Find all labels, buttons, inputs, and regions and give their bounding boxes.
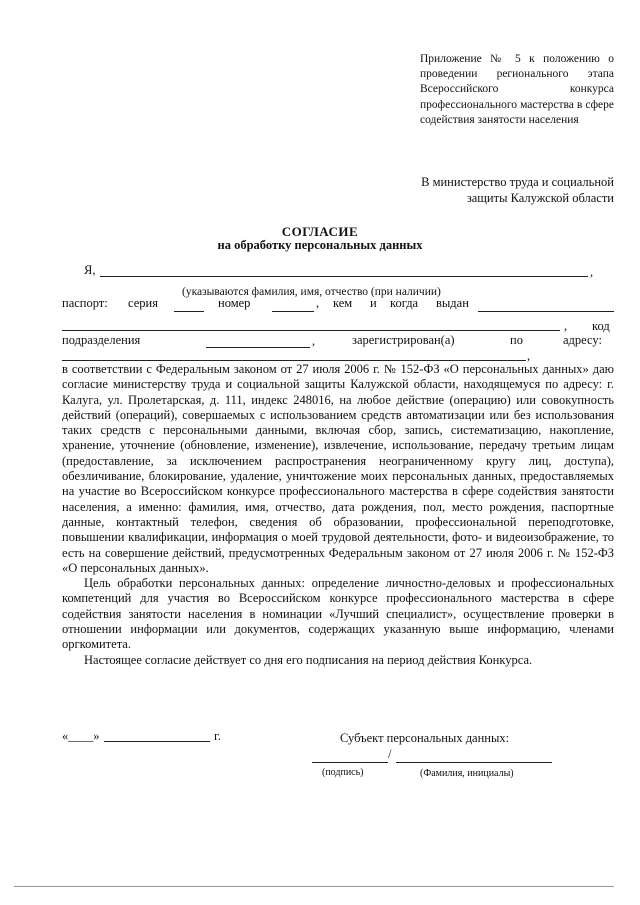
consent-body (62, 362, 614, 668)
fio-hint: (указываются фамилия, имя, отчество (при наличии) (182, 286, 441, 298)
and-label: и (370, 296, 377, 310)
address-label: адресу: (563, 333, 602, 347)
code-label: код (592, 319, 610, 333)
issued-label: выдан (436, 296, 469, 310)
number-label: номер (218, 296, 251, 310)
registered-label: зарегистрирован(а) (352, 333, 455, 347)
fio-field[interactable] (100, 276, 588, 277)
address-field[interactable] (62, 360, 526, 361)
date-field[interactable] (104, 741, 210, 742)
issued-by-field-2[interactable] (62, 330, 560, 331)
division-comma: , (312, 334, 316, 348)
when-label: когда (390, 296, 419, 310)
address-comma: , (527, 349, 531, 363)
validity-paragraph: Настоящее согласие действует со дня его подписания на период действия Конкурса. (84, 652, 533, 667)
fio-comma: , (590, 265, 594, 279)
division-code-field[interactable] (206, 347, 310, 348)
purpose-paragraph: Цель обработки персональных данных: определение личностно-деловых и профессиональных компетенций для участия во Всероссийском конкурсе профессионального мастерства в сфере содействия занятости населения в номинации «Лучший специалист», осуществление проверки в отношении информации или документов, содержащих указанную выше информацию, членами оргкомитета. (62, 576, 614, 652)
issued-by-field-1[interactable] (478, 311, 614, 312)
subject-label: Субъект персональных данных: (340, 731, 510, 745)
at-label: по (510, 333, 523, 347)
i-label: Я, (84, 263, 96, 277)
appendix-note: Приложение № 5 к положению о проведении регионального этапа Всероссийского конкурса профессионального мастерства в сфере содействия занятости населения (420, 53, 614, 126)
bottom-divider (14, 886, 614, 887)
addressee-block (380, 174, 614, 206)
addressee-line-1: В министерство труда и социальной (421, 175, 614, 189)
issued-comma: , (564, 319, 568, 333)
division-label: подразделения (62, 333, 141, 347)
number-field[interactable] (272, 311, 314, 312)
document-subtitle: на обработку персональных данных (217, 238, 423, 252)
signature-field[interactable] (312, 762, 388, 763)
date-day: «____» (62, 729, 100, 743)
series-label: серия (128, 296, 158, 310)
date-year-suffix: г. (214, 729, 221, 743)
name-hint: (Фамилия, инициалы) (420, 768, 514, 779)
signature-slash: / (388, 747, 392, 761)
passport-label: паспорт: (62, 296, 108, 310)
document-title: СОГЛАСИЕ (281, 224, 359, 239)
by-whom-label: кем (333, 296, 353, 310)
series-field[interactable] (174, 311, 204, 312)
addressee-line-2: защиты Калужской области (466, 191, 614, 205)
number-comma: , (316, 296, 320, 310)
signature-hint: (подпись) (322, 767, 364, 778)
name-initials-field[interactable] (396, 762, 552, 763)
consent-paragraph-1: в соответствии с Федеральным законом от 27 июля 2006 г. № 152-ФЗ «О персональных данных» даю согласие министерству труда и социальной защиты Калужской области, находящемуся по адресу: г. Калуга, ул. Пролетарская, д. 111, индекс 248016, на любое действие (операцию) или совокупность действий (операций), совершаемых с использованием средств автоматизации или без использования таких средств с персональными данными, включая сбор, запись, систематизацию, накопление, хранение, уточнение (обновление, изменение), извлечение, использование, передачу третьим лицам (предоставление, за исключением распространения неограниченному кругу лиц, доступа), обезличивание, блокирование, удаление, уничтожение моих персональных данных, предоставляемых на участие во Всероссийском конкурсе профессионального мастерства в сфере содействия занятости населения, а именно: фамилия, имя, отчество, дата рождения, пол, место рождения, паспортные данные, контактный телефон, сведения об образовании, профессиональной переподготовке, повышении квалификации, информация о моей трудовой деятельности, фото- и видеоизображение, то есть на совершение действий, предусмотренных Федеральным законом от 27 июля 2006 г. № 152-ФЗ «О персональных данных». (62, 362, 614, 575)
